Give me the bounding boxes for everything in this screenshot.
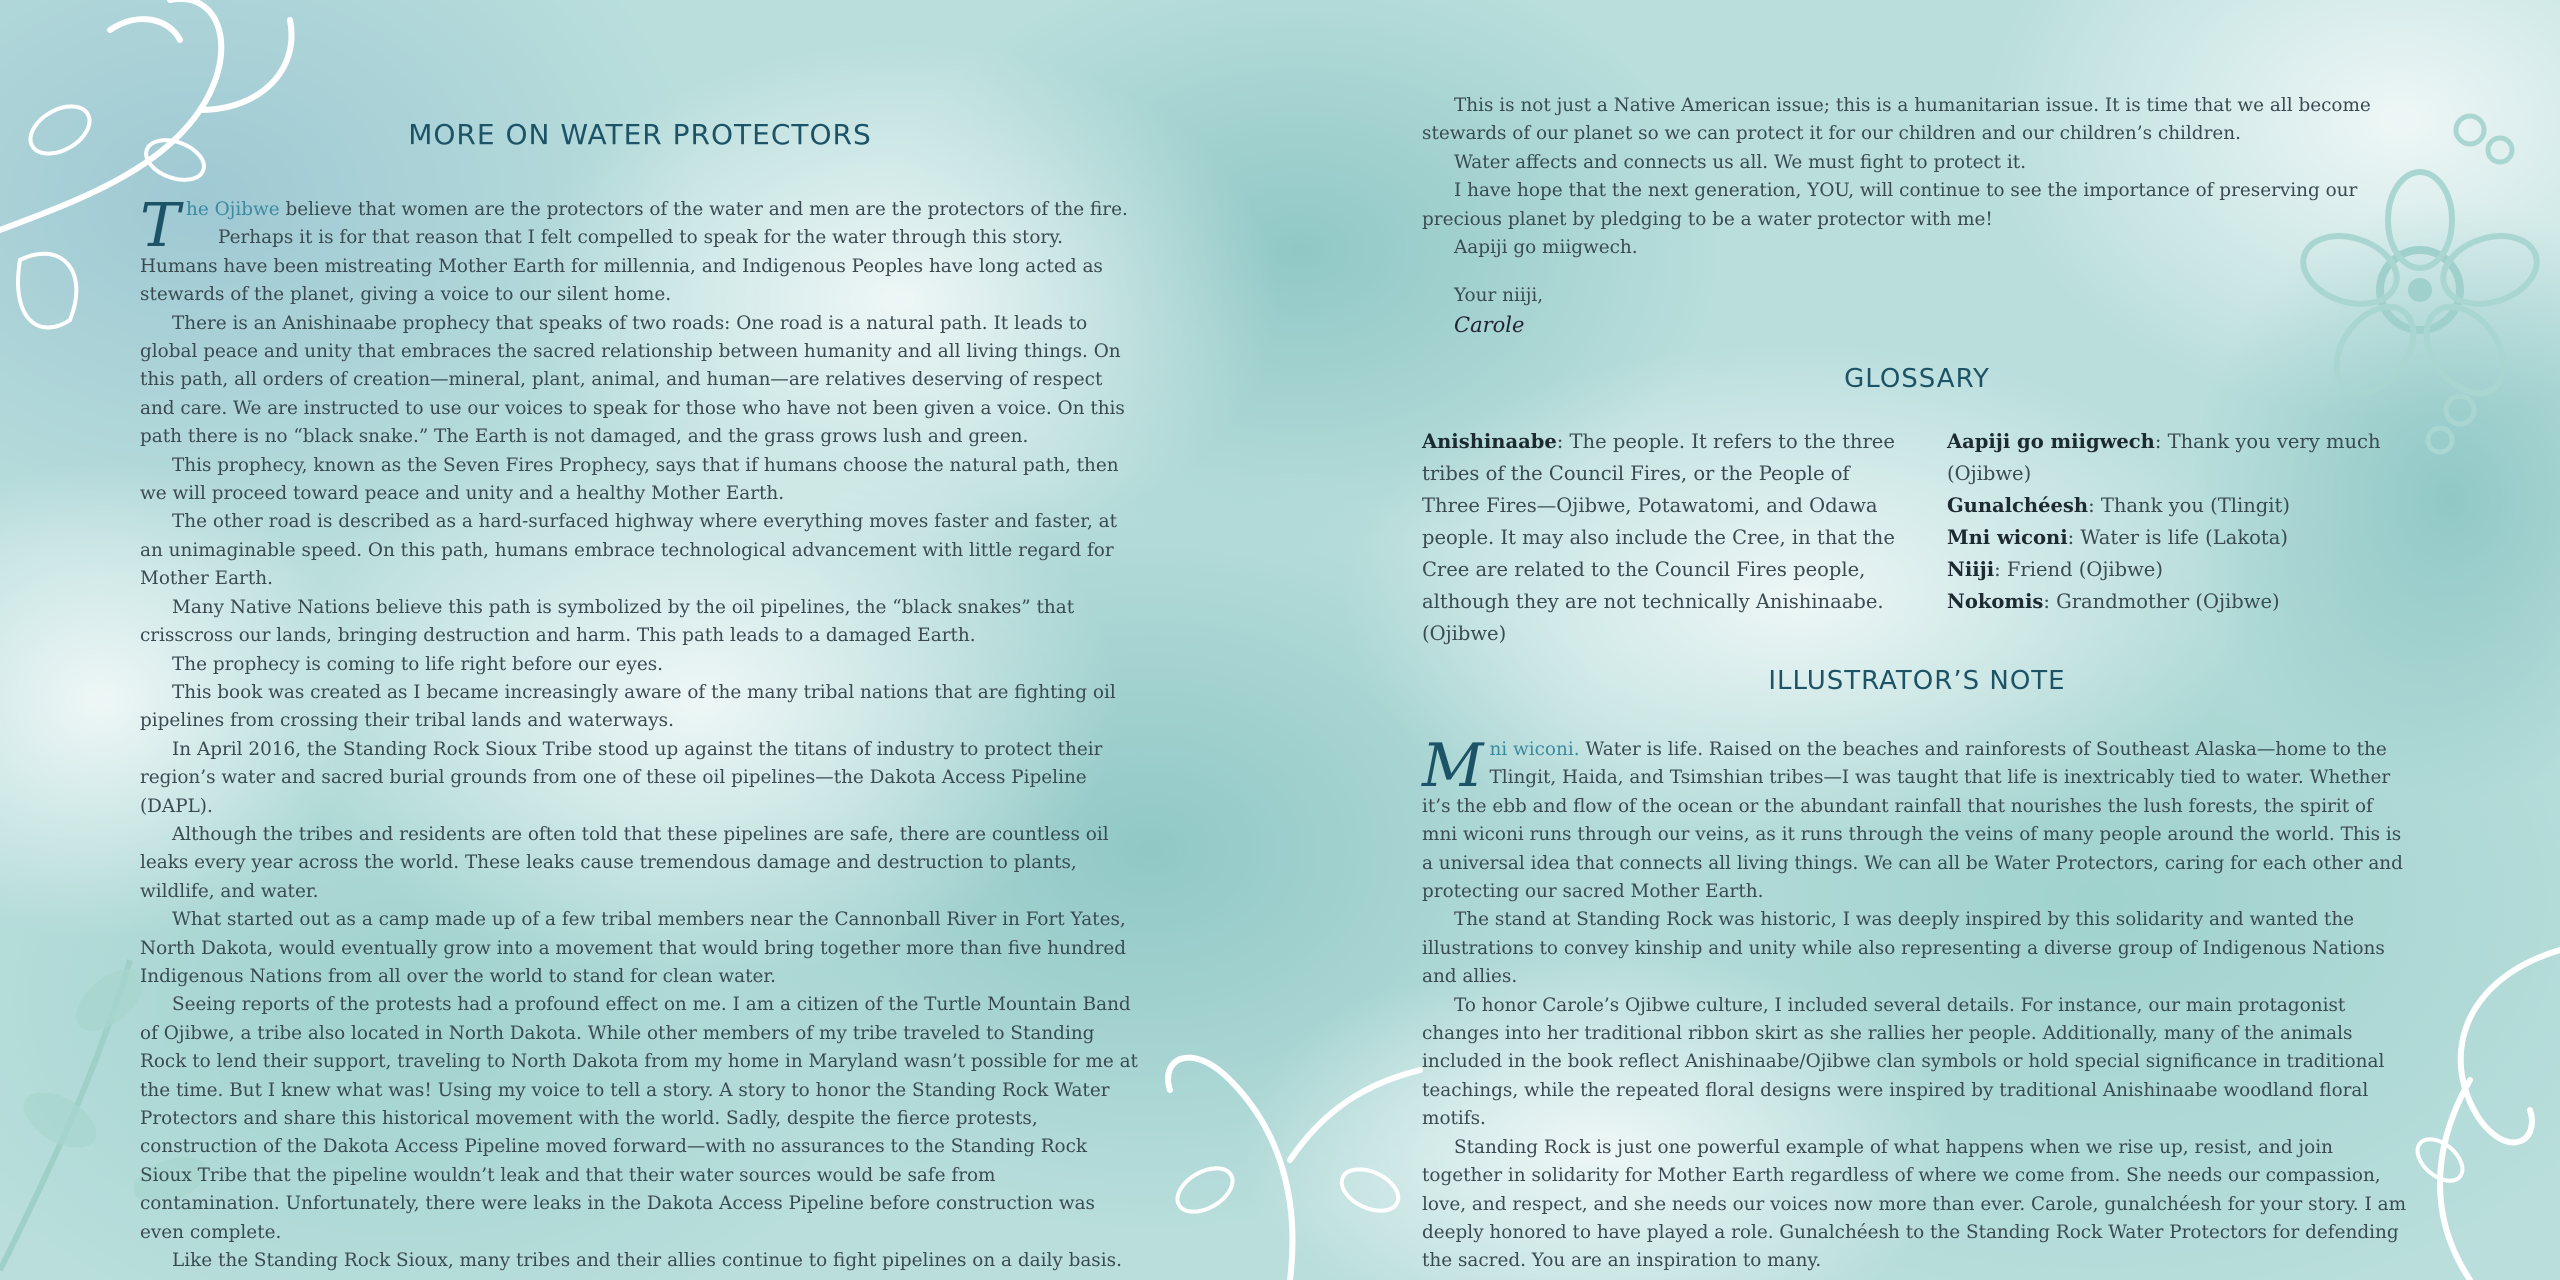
- glossary-definition: : Grandmother (Ojibwe): [2043, 590, 2280, 613]
- body-paragraph: What started out as a camp made up of a few tribal members near the Cannonball River in Fort Yates, North Dakota, would eventually grow into a movement that would bring together more than five hundred Indigenous Nations from all over the world to stand for clean water.: [140, 909, 1127, 987]
- glossary-definition: : Thank you very much (Ojibwe): [1947, 430, 2381, 485]
- right-page: [1422, 0, 2412, 1280]
- glossary-column-1: [1422, 426, 1902, 650]
- body-paragraph: There is an Anishinaabe prophecy that speaks of two roads: One road is a natural path. It leads to global peace and unity that embraces the sacred relationship between humanity and all living things. On this path, all orders of creation—mineral, plant, animal, and human—are relatives deserving of respect and care. We are instructed to use our voices to speak for those who have not been given a voice. On this path there is no “black snake.” The Earth is not damaged, and the grass grows lush and green.: [140, 312, 1125, 448]
- glossary-entry: [1422, 426, 1902, 650]
- glossary-entry: [1947, 490, 2417, 522]
- glossary-entry: [1947, 522, 2417, 554]
- body-paragraph: This book was created as I became increasingly aware of the many tribal nations that are fighting oil pipelines from crossing their tribal lands and waterways.: [140, 681, 1116, 732]
- body-paragraph: Aapiji go miigwech.: [1454, 237, 1638, 259]
- body-paragraph: Perhaps it is for that reason that I felt compelled to speak for the water through this story. Humans have been mistreating Mother Earth for millennia, and Indigenous Peoples have long acted as stewards of the planet, giving a voice to our silent home.: [140, 227, 1103, 306]
- drop-cap: M: [1422, 731, 1484, 801]
- body-paragraph: The prophecy is coming to life right before our eyes.: [172, 653, 664, 675]
- body-paragraph: The stand at Standing Rock was historic, I was deeply inspired by this solidarity and wanted the illustrations to convey kinship and unity while also representing a diverse group of Indigenous Nations and allies.: [1422, 909, 2385, 988]
- lead-in-text: ni wiconi.: [1489, 739, 1580, 760]
- glossary-term: Mni wiconi: [1947, 526, 2068, 549]
- glossary-term: Niiji: [1947, 558, 1995, 581]
- left-body-text: [140, 191, 1140, 1275]
- glossary-term: Nokomis: [1947, 590, 2044, 613]
- glossary-definition: : The people. It refers to the three tribes of the Council Fires, or the People of Three Fires—Ojibwe, Potawatomi, and Odawa people. It may also include the Cree, in that the Cree are related to the Council Fires people, although they are not technically Anishinaabe. (Ojibwe): [1422, 430, 1895, 645]
- glossary-column-2: [1947, 426, 2417, 618]
- body-paragraph: Standing Rock is just one powerful example of what happens when we rise up, resist, and join together in solidarity for Mother Earth regardless of where we come from. She needs our compassion, love, and respect, and she needs our voices now more than ever. Carole, gunalchéesh for your story. I am deeply honored to have played a role. Gunalchéesh to the Standing Rock Water Protectors for defending the sacred. You are an inspiration to many.: [1422, 1136, 2407, 1272]
- glossary-entry: [1947, 586, 2417, 618]
- letter-continuation: [1422, 92, 2412, 339]
- glossary-term: Anishinaabe: [1422, 430, 1557, 453]
- body-paragraph: Water affects and connects us all. We must fight to protect it.: [1454, 151, 2027, 173]
- body-paragraph: This is not just a Native American issue; this is a humanitarian issue. It is time that we all become stewards of our planet so we can protect it for our children and our children’s children.: [1422, 95, 2371, 145]
- body-paragraph: Like the Standing Rock Sioux, many tribes and their allies continue to fight pipelines on a daily basis.: [172, 1250, 1122, 1272]
- page-title-water-protectors: MORE ON WATER PROTECTORS: [408, 118, 872, 151]
- body-paragraph: To honor Carole’s Ojibwe culture, I included several details. For instance, our main protagonist changes into her traditional ribbon skirt as she rallies her people. Additionally, many of the animals included in the book reflect Anishinaabe/Ojibwe clan symbols or hold special significance in traditional teachings, while the repeated floral designs were inspired by traditional Anishinaabe woodland floral motifs.: [1422, 994, 2385, 1130]
- drop-cap: T: [140, 191, 181, 261]
- illustrators-note-heading: ILLUSTRATOR’S NOTE: [1768, 666, 2066, 696]
- first-paragraph: [1422, 731, 2412, 906]
- body-paragraph: Seeing reports of the protests had a profound effect on me. I am a citizen of the Turtle Mountain Band of Ojibwe, a tribe also located in North Dakota. While other members of my tribe traveled to Standing Rock to lend their support, traveling to North Dakota from my home in Maryland wasn’t possible for me at the time. But I knew what was! Using my voice to tell a story. A story to honor the Standing Rock Water Protectors and share this historical movement with the world. Sadly, despite the fierce protests, construction of the Dakota Access Pipeline moved forward—with no assurances to the Standing Rock Sioux Tribe that the pipeline wouldn’t leak and that their water sources would be safe from contamination. Unfortunately, there were leaks in the Dakota Access Pipeline before construction was even complete.: [140, 994, 1138, 1243]
- left-page: [140, 0, 1140, 1280]
- glossary-heading: GLOSSARY: [1844, 364, 1990, 394]
- closing-line: Your niiji,: [1454, 285, 1544, 307]
- lead-in-text: he Ojibwe: [186, 199, 280, 220]
- body-paragraph: Many Native Nations believe this path is symbolized by the oil pipelines, the “black snakes” that crisscross our lands, bringing destruction and harm. This path leads to a damaged Earth.: [140, 596, 1075, 647]
- body-paragraph: This prophecy, known as the Seven Fires Prophecy, says that if humans choose the natural path, then we will proceed toward peace and unity and a healthy Mother Earth.: [140, 454, 1119, 505]
- glossary-term: Gunalchéesh: [1947, 494, 2089, 517]
- body-paragraph: In April 2016, the Standing Rock Sioux Tribe stood up against the titans of industry to protect their region’s water and sacred burial grounds from one of these oil pipelines—the Dakota Access Pipeline (DAPL).: [140, 738, 1103, 817]
- first-paragraph-text: believe that women are the protectors of the water and men are the protectors of the fire.: [279, 199, 1128, 220]
- body-paragraph: The other road is described as a hard-surfaced highway where everything moves faster and faster, at an unimaginable speed. On this path, humans embrace technological advancement with little regard for Mother Earth.: [140, 511, 1118, 590]
- glossary-term: Aapiji go miigwech: [1947, 430, 2155, 453]
- illustrators-note-text: [1422, 731, 2412, 1276]
- body-paragraph: I have hope that the next generation, YOU, will continue to see the importance of preserving our precious planet by pledging to be a water protector with me!: [1422, 180, 2358, 230]
- author-signature: Carole: [1454, 312, 1525, 337]
- glossary-entry: [1947, 554, 2417, 586]
- glossary-definition: : Friend (Ojibwe): [1994, 558, 2163, 581]
- glossary-entry: [1947, 426, 2417, 490]
- glossary-definition: : Water is life (Lakota): [2067, 526, 2288, 549]
- first-paragraph-text: Water is life. Raised on the beaches and rainforests of Southeast Alaska—home to the Tlingit, Haida, and Tsimshian tribes—I was taught that life is inextricably tied to water. Whether it’s the ebb and flow of the ocean or the abundant rainfall that nourishes the lush forests, the spirit of mni wiconi runs through our veins, as it runs through the veins of many people around the world. This is a universal idea that connects all living things. We can all be Water Protectors, caring for each other and protecting our sacred Mother Earth.: [1422, 739, 2403, 903]
- glossary-definition: : Thank you (Tlingit): [2088, 494, 2290, 517]
- first-paragraph: [140, 191, 1140, 261]
- body-paragraph: Although the tribes and residents are often told that these pipelines are safe, there are countless oil leaks every year across the world. These leaks cause tremendous damage and destruction to plants, wildlife, and water.: [140, 823, 1109, 902]
